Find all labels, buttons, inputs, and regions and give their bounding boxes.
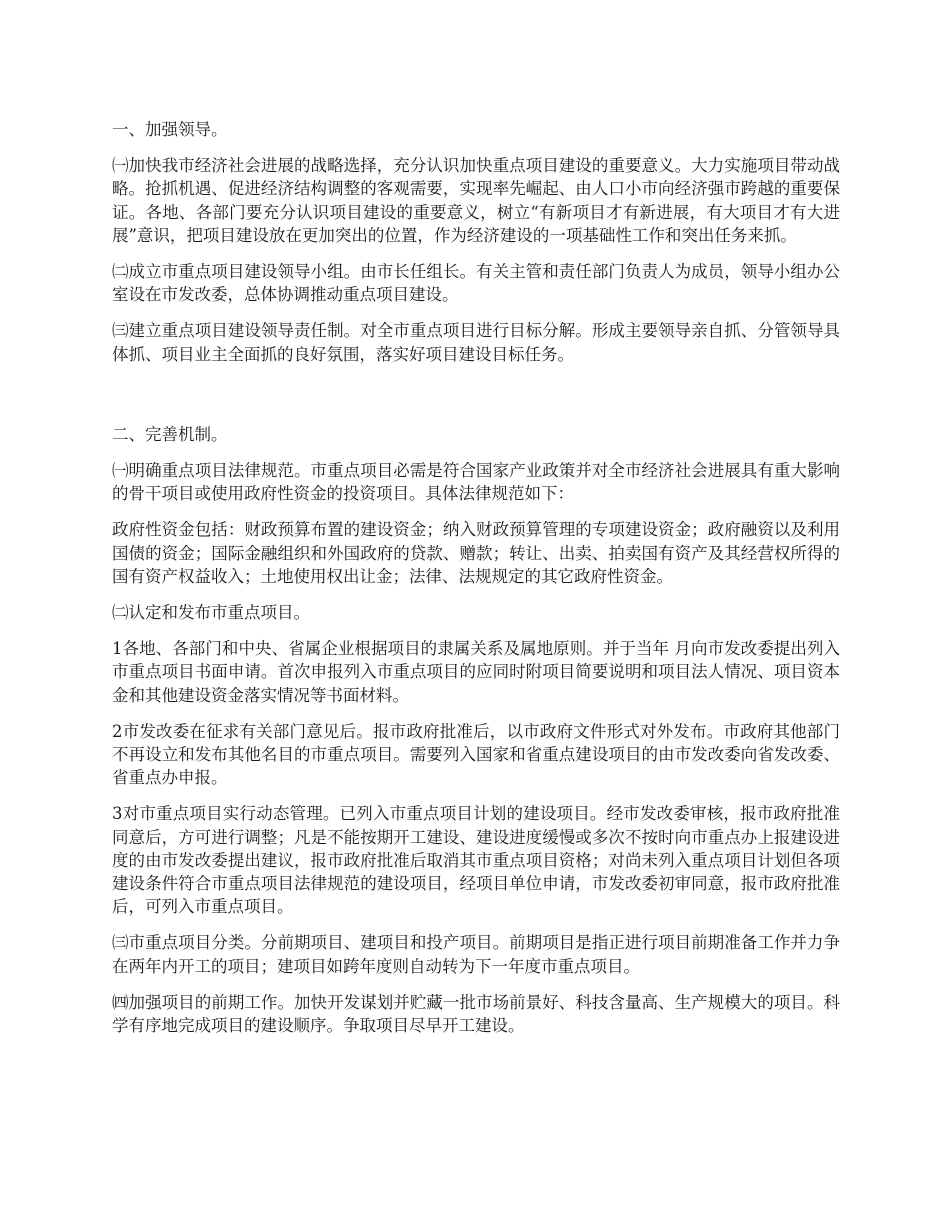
section-spacer <box>112 379 840 423</box>
paragraph: ㈠明确重点项目法律规范。市重点项目必需是符合国家产业政策并对全市经济社会进展具有重大影响的骨干项目或使用政府性资金的投资项目。具体法律规范如下： <box>112 461 840 504</box>
paragraph: 政府性资金包括：财政预算布置的建设资金；纳入财政预算管理的专项建设资金；政府融资以及利用国债的资金；国际金融组织和外国政府的贷款、赠款；转让、出卖、拍卖国有资产及其经营权所得的国有资产权益收入；土地使用权出让金；法律、法规规定的其它政府性资金。 <box>112 520 840 586</box>
paragraph: ㈡认定和发布市重点项目。 <box>112 603 310 623</box>
paragraph: 2市发改委在征求有关部门意见后。报市政府批准后，以市政府文件形式对外发布。市政府其他部门不再设立和发布其他名目的市重点项目。需要列入国家和省重点建设项目的由市发改委向省发改委、省重点办申报。 <box>112 721 840 788</box>
paragraph: ㈡成立市重点项目建设领导小组。由市长任组长。有关主管和责任部门负责人为成员，领导小组办公室设在市发改委，总体协调推动重点项目建设。 <box>112 262 840 305</box>
document-body <box>112 118 840 1050</box>
paragraph: 1各地、各部门和中央、省属企业根据项目的隶属关系及属地原则。并于当年 月向市发改委提出列入市重点项目书面申请。首次申报列入市重点项目的应同时附项目简要说明和项目法人情况、项目资本金和其他建设资金落实情况等书面材料。 <box>112 639 840 705</box>
section-heading-2: 二、完善机制。 <box>112 424 228 444</box>
paragraph: ㈢市重点项目分类。分前期项目、建项目和投产项目。前期项目是指正进行项目前期准备工作并力争在两年内开工的项目；建项目如跨年度则自动转为下一年度市重点项目。 <box>112 933 840 976</box>
paragraph: ㈠加快我市经济社会进展的战略选择，充分认识加快重点项目建设的重要意义。大力实施项目带动战略。抢抓机遇、促进经济结构调整的客观需要，实现率先崛起、由人口小市向经济强市跨越的重要保证。各地、各部门要充分认识项目建设的重要意义，树立“有新项目才有新进展，有大项目才有大进展”意识，把项目建设放在更加突出的位置，作为经济建设的一项基础性工作和突出任务来抓。 <box>112 156 840 245</box>
paragraph: ㈢建立重点项目建设领导责任制。对全市重点项目进行目标分解。形成主要领导亲自抓、分管领导具体抓、项目业主全面抓的良好氛围，落实好项目建设目标任务。 <box>112 321 840 364</box>
section-heading-1: 一、加强领导。 <box>112 120 228 139</box>
paragraph: 3对市重点项目实行动态管理。已列入市重点项目计划的建设项目。经市发改委审核，报市政府批准同意后，方可进行调整；凡是不能按期开工建设、建设进度缓慢或多次不按时向市重点办上报建设进度的由市发改委提出建议，报市政府批准后取消其市重点项目资格；对尚未列入重点项目计划但各项建设条件符合市重点项目法律规范的建设项目，经项目单位申请，市发改委初审同意，报市政府批准后，可列入市重点项目。 <box>112 804 840 917</box>
paragraph: ㈣加强项目的前期工作。加快开发谋划并贮藏一批市场前景好、科技含量高、生产规模大的项目。科学有序地完成项目的建设顺序。争取项目尽早开工建设。 <box>112 992 840 1036</box>
